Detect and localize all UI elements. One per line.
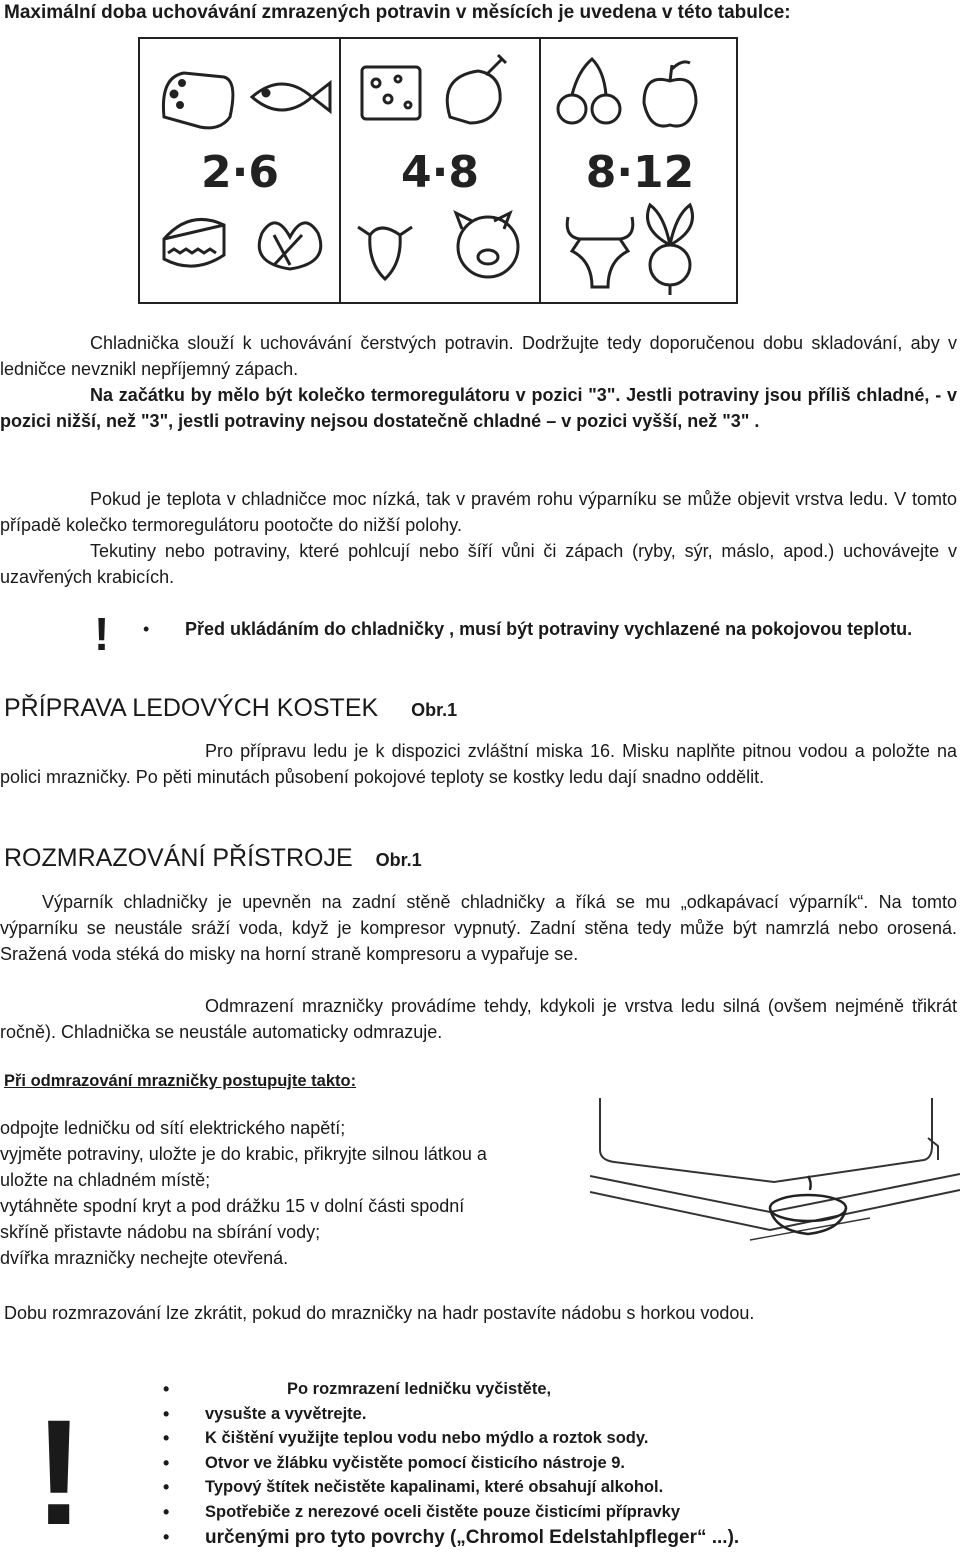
cleaning-list: [163, 1377, 943, 1551]
salami-icon: [163, 73, 232, 128]
closed-boxes-paragraph: Tekutiny nebo potraviny, které pohlcují nebo šíří vůni či zápach (ryby, sýr, máslo, apod.) uchovávejte v uzavřených krabicích.: [0, 541, 957, 587]
storage-paragraph-1: Chladnička slouží k uchovávání čerstvých potravin. Dodržujte tedy doporučenou dobu skladování, aby v ledničce nevznikl nepříjemný zápach.: [0, 333, 957, 379]
cow-icon: [567, 217, 633, 287]
defrost-figure-ref: Obr.1: [375, 850, 422, 870]
cleaning-item: • Otvor ve žlábku vyčistěte pomocí čisticího nástroje 9.: [163, 1451, 943, 1476]
cherries-icon: [558, 59, 620, 123]
page-title: Maximální doba uchovávání zmrazených potravin v měsících je uvedena v této tabulce:: [4, 2, 791, 23]
evaporator-paragraph: Výparník chladničky je upevněn na zadní stěně chladničky a říká se mu „odkapávací výparník“. Na tomto výparníku se neustále sráží voda, když je kompresor vypnutý. Zadní stěna tedy může být namrzlá nebo orosená. Sražená voda stéká do misky na horní straně kompresoru a vypařuje se.: [0, 892, 957, 964]
apple-icon: [644, 62, 696, 126]
step-3: vytáhněte spodní kryt a pod drážku 15 v dolní části spodní skříně přistavte nádobu na sbírání vody;: [0, 1196, 465, 1242]
defrost-tip: Dobu rozmrazování lze zkrátit, pokud do mrazničky na hadr postavíte nádobu s horkou vodou.: [4, 1303, 755, 1323]
cleaning-item: • určenými pro tyto povrchy („Chromol Edelstahlpfleger“ ...).: [163, 1524, 943, 1551]
range-8-12: 8·12: [585, 147, 695, 198]
procedure-heading: Při odmrazování mrazničky postupujte takto:: [4, 1072, 357, 1090]
ice-figure-ref: Obr.1: [411, 700, 458, 720]
cleaning-item: • Typový štítek nečistěte kapalinami, které obsahují alkohol.: [163, 1475, 943, 1500]
warning-bullet: •: [143, 619, 150, 639]
range-4-8: 4·8: [401, 147, 479, 198]
defrost-container-illustration: [590, 1098, 960, 1266]
chicken-leg-icon: [447, 55, 506, 123]
step-2: vyjměte potraviny, uložte je do krabic, přikryjte silnou látkou a uložte na chladném místě;: [0, 1144, 487, 1190]
pig-icon: [456, 213, 518, 277]
cleaning-item: • K čištění využijte teplou vodu nebo mýdlo a roztok sody.: [163, 1426, 943, 1451]
cake-icon: [164, 219, 224, 266]
beet-icon: [648, 205, 693, 295]
defrost-section-heading: [4, 843, 422, 875]
warning-mark: !: [94, 608, 110, 660]
cleaning-item: • vysušte a vyvětrejte.: [163, 1402, 943, 1427]
sheep-icon: [358, 227, 412, 279]
freezer-defrost-paragraph: Odmrazení mrazničky provádíme tehdy, kdykoli je vrstva ledu silná (ovšem nejméně třikrát ročně). Chladnička se neustále automaticky odmrazuje.: [0, 996, 957, 1042]
ice-section-heading: [4, 693, 457, 725]
ice-heading-text: PŘÍPRAVA LEDOVÝCH KOSTEK: [4, 694, 379, 722]
thermostat-paragraph: Na začátku by mělo být kolečko termoregulátoru v pozici "3". Jestli potraviny jsou příliš chladné, - v pozici nižší, než "3", jestli potraviny nejsou dostatečně chladné – v pozici vyšší, než "3" .: [0, 385, 957, 431]
cleaning-item: • Spotřebiče z nerezové oceli čistěte pouze čisticími přípravky: [163, 1500, 943, 1525]
cleaning-warning-mark: !: [34, 1388, 84, 1556]
ice-paragraph: Pro přípravu ledu je k dispozici zvláštní miska 16. Misku naplňte pitnou vodou a položte na polici mrazničky. Po pěti minutách působení pokojové teploty se kostky ledu dají snadno oddělit.: [0, 741, 957, 787]
room-temperature-warning: Před ukládáním do chladničky , musí být potraviny vychlazené na pokojovou teplotu.: [185, 619, 913, 639]
ice-layer-paragraph: Pokud je teplota v chladničce moc nízká, tak v pravém rohu výparníku se může objevit vrstva ledu. V tomto případě kolečko termoregulátoru pootočte do nižší polohy.: [0, 489, 957, 535]
range-2-6: 2·6: [201, 147, 279, 198]
storage-time-table: [138, 37, 738, 304]
step-1: odpojte ledničku od sítí elektrického napětí;: [0, 1118, 346, 1138]
step-4: dvířka mrazničky nechejte otevřená.: [0, 1248, 289, 1268]
defrost-heading-text: ROZMRAZOVÁNÍ PŘÍSTROJE: [4, 844, 353, 872]
cleaning-item: • Po rozmrazení ledničku vyčistěte,: [163, 1377, 943, 1402]
pretzel-icon: [259, 223, 321, 269]
fish-icon: [252, 83, 330, 111]
procedure-steps: [0, 1115, 540, 1271]
cheese-icon: [362, 67, 420, 119]
